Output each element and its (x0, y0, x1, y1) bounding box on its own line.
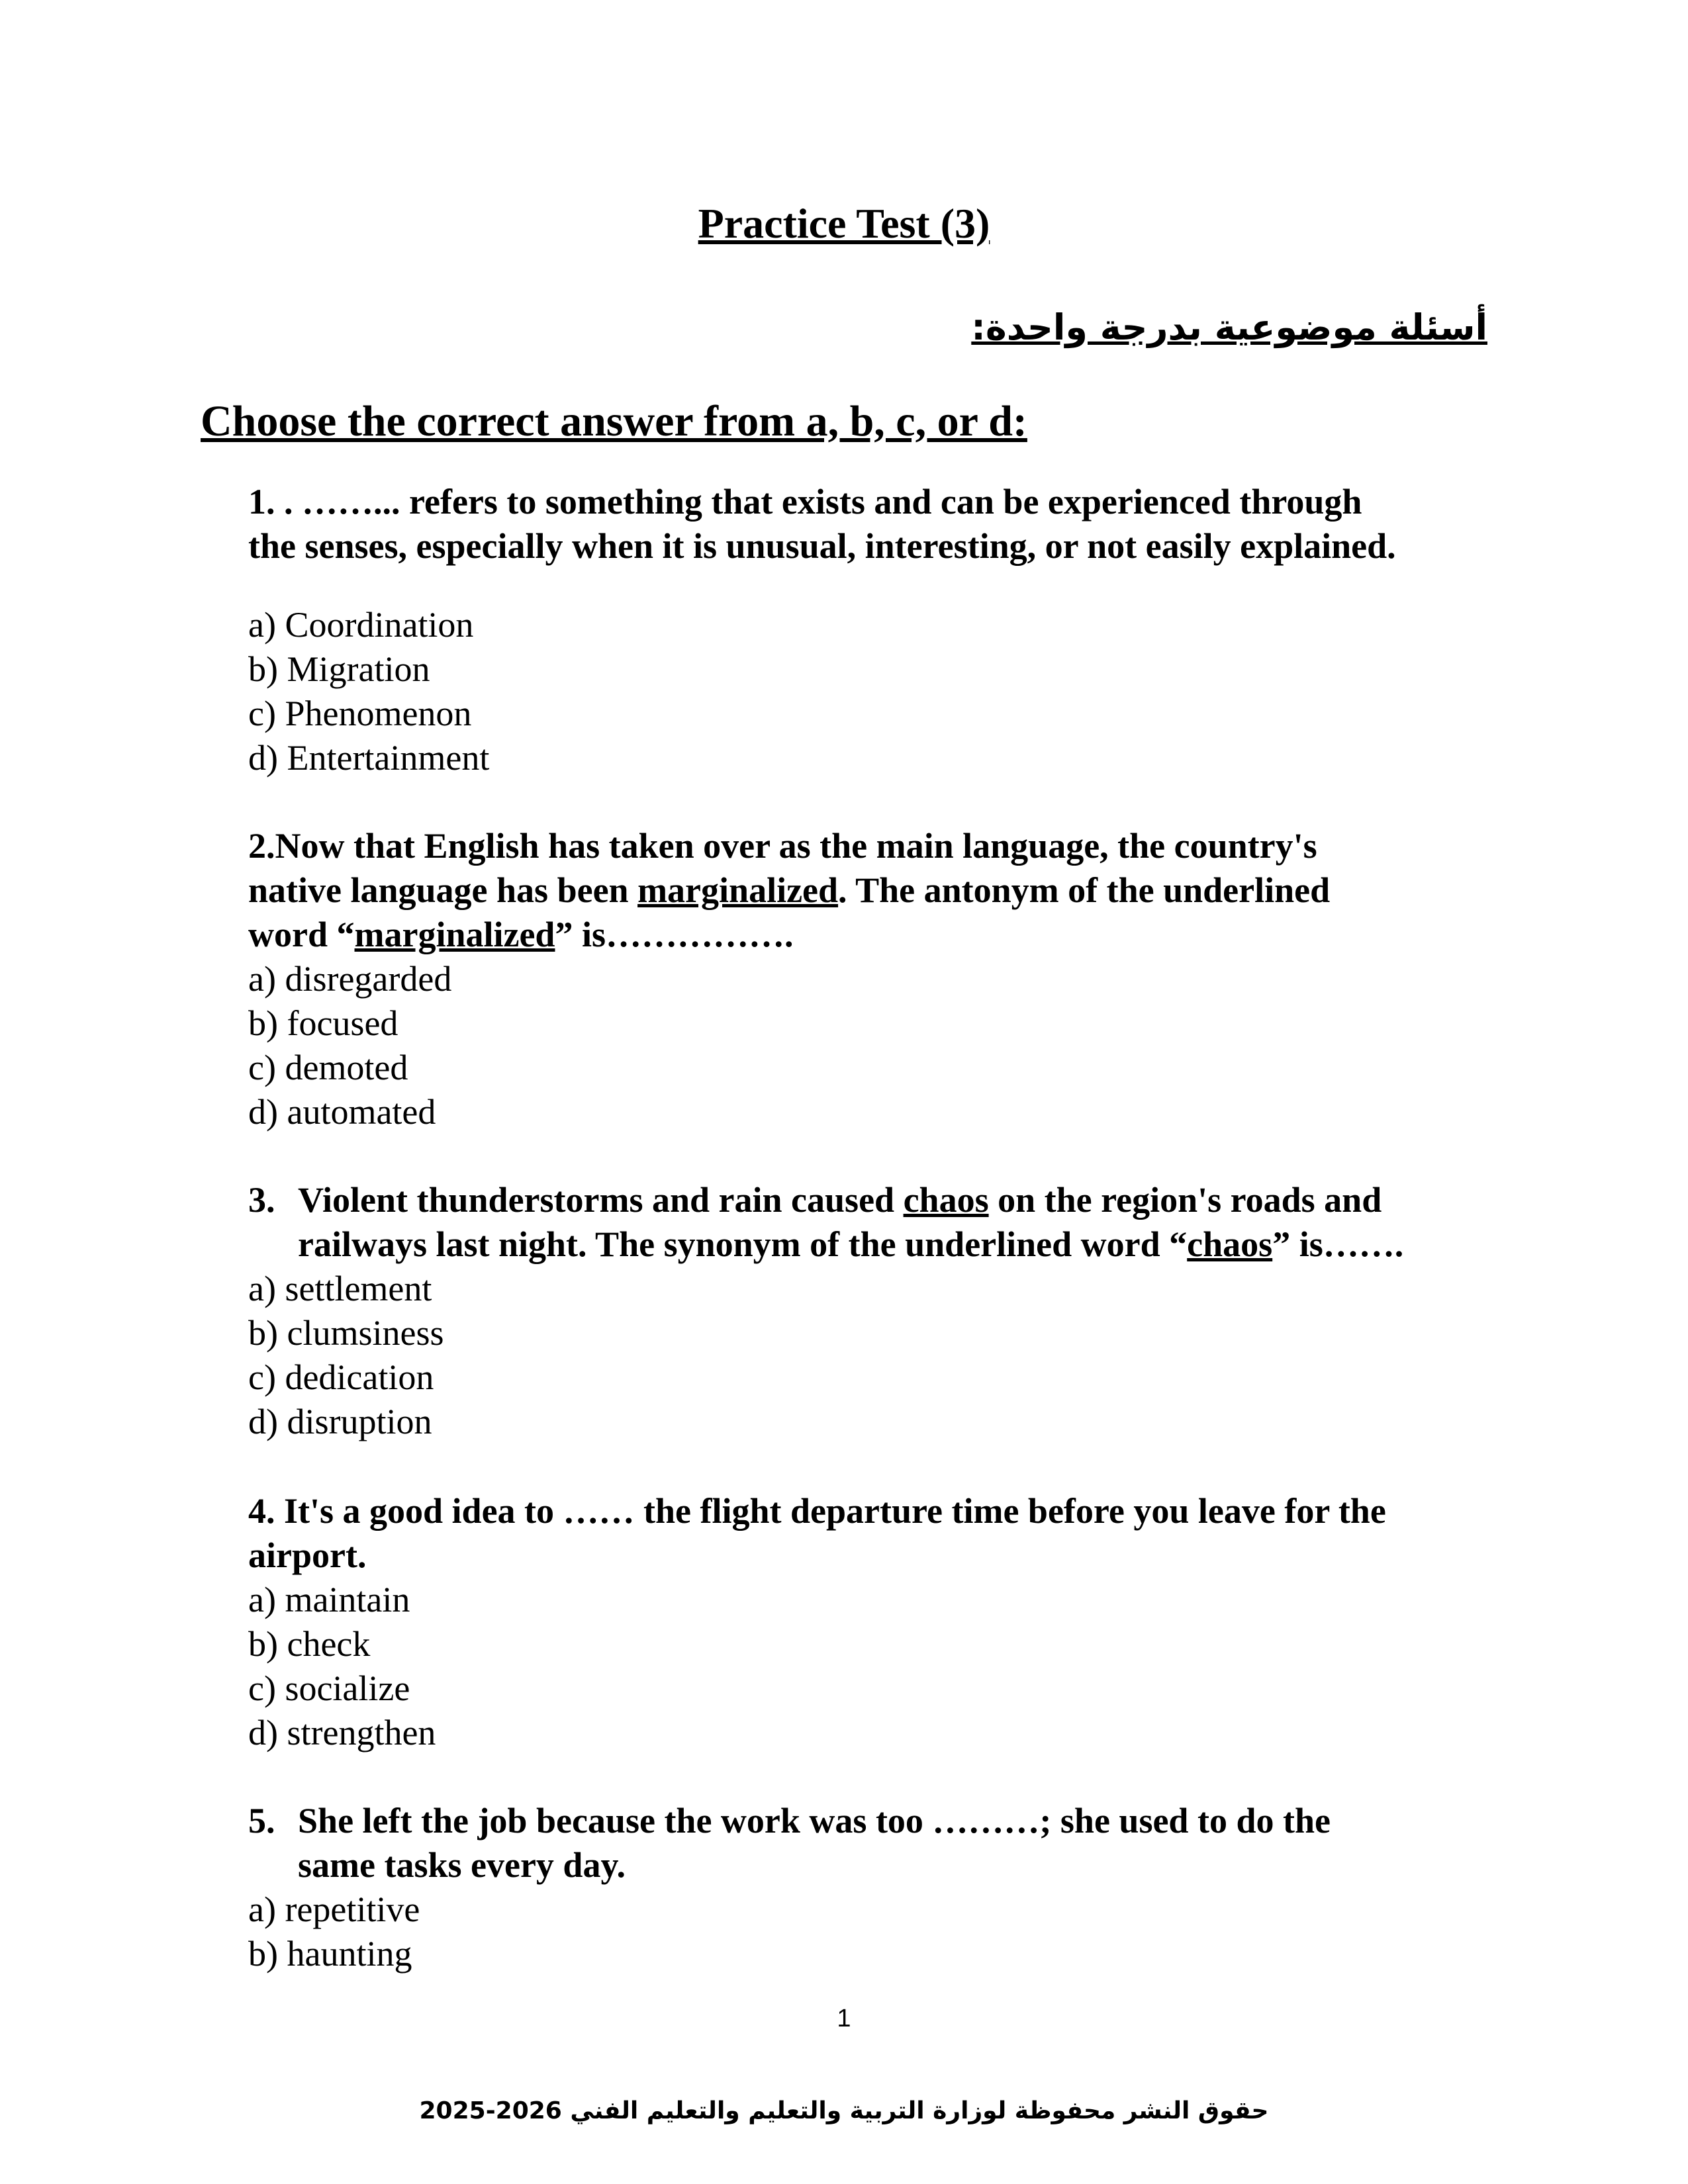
option[interactable]: a) Coordination (248, 605, 474, 645)
question-3-text-line-2b: ” is……. (1272, 1224, 1404, 1264)
question-2-text-line-1: Now that English has taken over as the main language, the country's (275, 826, 1317, 866)
option[interactable]: b) focused (248, 1003, 399, 1043)
question-1-text-line-2: the senses, especially when it is unusual, interesting, or not easily explained. (248, 526, 1396, 566)
question-4-text-line-1: It's a good idea to …… the flight departure time before you leave for the (275, 1491, 1386, 1531)
underlined-word: chaos (903, 1180, 989, 1220)
question-2-text-line-3b: ” is……………. (555, 915, 794, 954)
section-heading-arabic: أسئلة موضوعية بدرجة واحدة: (971, 306, 1487, 348)
question-5-text-line-2: same tasks every day. (298, 1845, 626, 1885)
question-5-number: 5. (248, 1801, 275, 1841)
copyright-footer: حقوق النشر محفوظة لوزارة التربية والتعليم والتعليم الفني 2026-2025 (419, 2097, 1269, 2124)
question-1 (248, 480, 1489, 569)
option[interactable]: c) demoted (248, 1048, 408, 1087)
option[interactable]: a) disregarded (248, 959, 452, 999)
underlined-word: marginalized (637, 870, 839, 910)
option[interactable]: c) Phenomenon (248, 694, 472, 733)
question-3-number: 3. (248, 1180, 275, 1220)
option[interactable]: c) dedication (248, 1357, 434, 1397)
underlined-word: marginalized (354, 915, 555, 954)
option[interactable]: b) check (248, 1624, 371, 1664)
option[interactable]: a) repetitive (248, 1889, 420, 1929)
question-1-number: 1. (248, 482, 275, 522)
instruction-heading: Choose the correct answer from a, b, c, or d: (201, 397, 1027, 445)
question-5 (248, 1799, 1489, 1888)
question-3-text-line-1a: Violent thunderstorms and rain caused (298, 1180, 904, 1220)
question-2-options (248, 957, 451, 1134)
question-5-options (248, 1888, 420, 1976)
page-number: 1 (837, 2005, 851, 2032)
question-1-options (248, 603, 489, 780)
question-2-number: 2. (248, 826, 275, 866)
question-4-number: 4. (248, 1491, 275, 1531)
question-3 (248, 1178, 1489, 1267)
option[interactable]: d) Entertainment (248, 738, 490, 778)
question-2-text-line-2a: native language has been (248, 870, 638, 910)
question-2 (248, 824, 1489, 957)
question-1-text-line-1: . ……... refers to something that exists and can be experienced through (275, 482, 1362, 522)
question-4-options (248, 1578, 436, 1755)
underlined-word: chaos (1187, 1224, 1273, 1264)
option[interactable]: b) haunting (248, 1934, 412, 1974)
option[interactable]: a) maintain (248, 1580, 410, 1619)
question-3-text-line-1b: on the region's roads and (988, 1180, 1382, 1220)
question-3-text-line-2a: railways last night. The synonym of the underlined word “ (298, 1224, 1188, 1264)
question-2-text-line-3a: word “ (248, 915, 355, 954)
option[interactable]: b) Migration (248, 649, 430, 689)
question-4-text-line-2: airport. (248, 1535, 367, 1575)
question-5-text-line-1: She left the job because the work was too ………; she used to do the (298, 1801, 1331, 1841)
option[interactable]: c) socialize (248, 1668, 410, 1708)
option[interactable]: a) settlement (248, 1269, 432, 1308)
option[interactable]: b) clumsiness (248, 1313, 444, 1353)
page-title: Practice Test (3) (698, 200, 990, 247)
question-4 (248, 1489, 1489, 1578)
option[interactable]: d) automated (248, 1092, 436, 1132)
question-2-text-line-2b: . The antonym of the underlined (838, 870, 1331, 910)
option[interactable]: d) strengthen (248, 1713, 436, 1752)
question-3-options (248, 1267, 444, 1444)
option[interactable]: d) disruption (248, 1402, 432, 1441)
